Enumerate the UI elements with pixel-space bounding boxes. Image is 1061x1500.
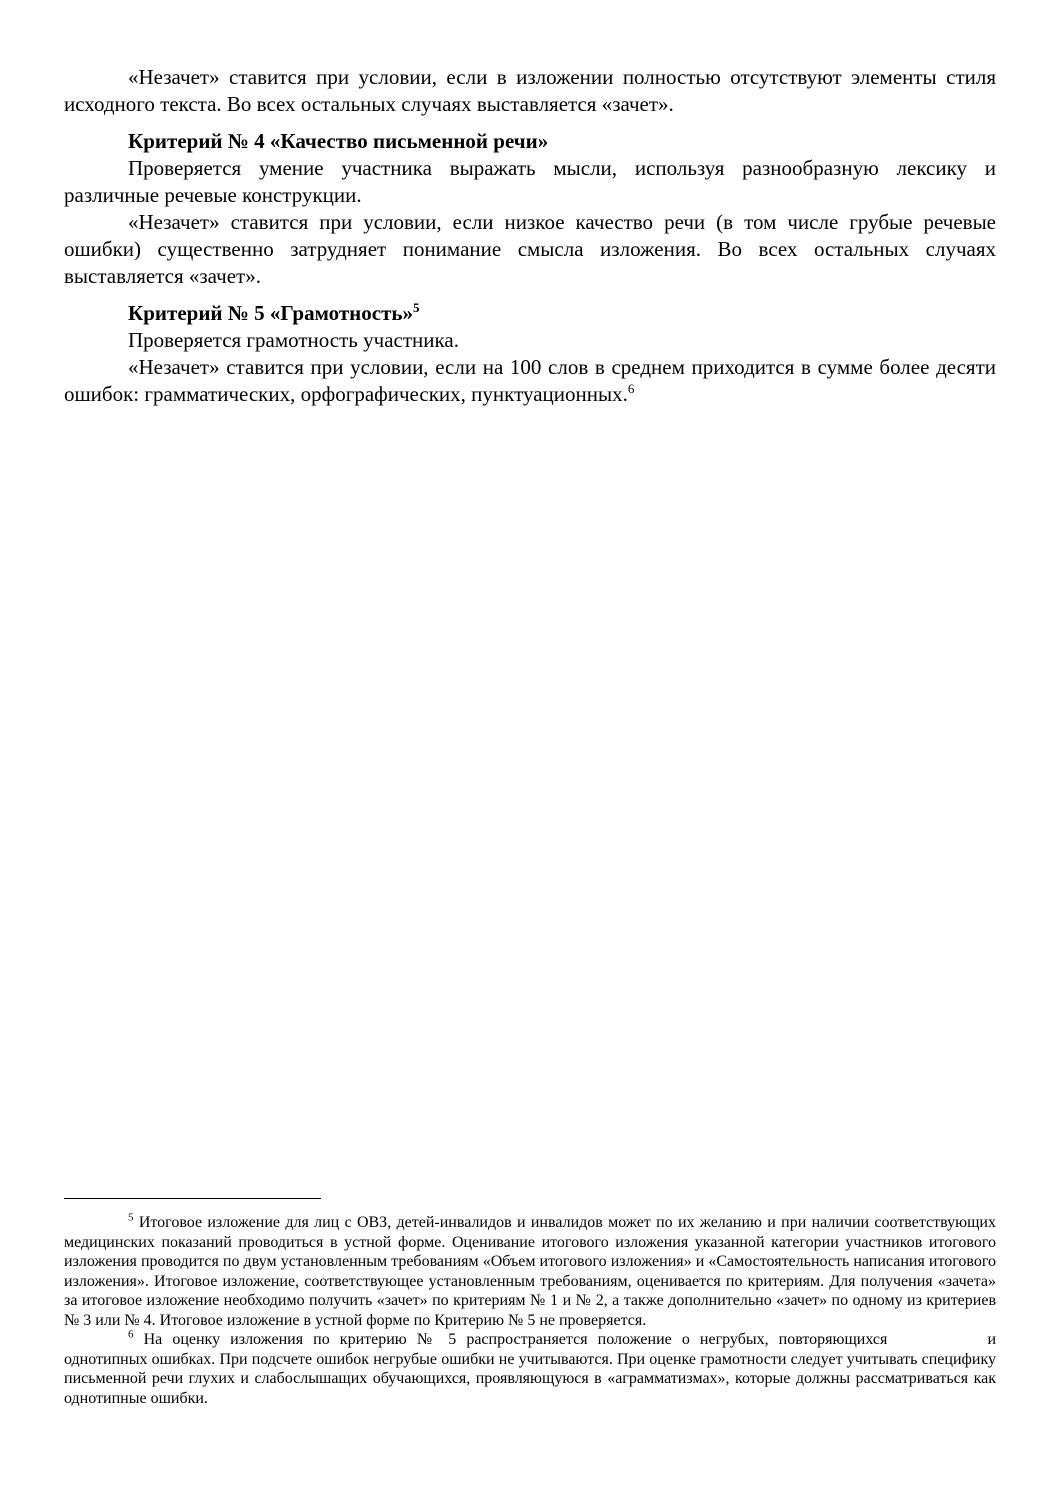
document-body — [64, 64, 996, 408]
paragraph-criterion-4-fail: «Незачет» ставится при условии, если низкое качество речи (в том числе грубые речевые ошибки) существенно затрудняет понимание смысла изложения. Во всех остальных случаях выставляется «зачет». — [64, 210, 996, 288]
heading-criterion-4: Критерий № 4 «Качество письменной речи» — [128, 129, 549, 153]
footnotes-section — [64, 1198, 996, 1408]
footnote-5 — [64, 1213, 996, 1330]
footnote-6 — [64, 1330, 996, 1408]
heading-criterion-5 — [64, 300, 996, 327]
footnote-6-mark: 6 — [128, 1328, 134, 1341]
heading-criterion-5-text: Критерий № 5 «Грамотность» — [128, 301, 413, 325]
footnote-5-mark: 5 — [128, 1211, 134, 1224]
paragraph-criterion-5-check: Проверяется грамотность участника. — [128, 328, 459, 352]
footnote-6-text-end: и однотипных ошибках. При подсчете ошибок негрубые ошибки не учитываются. При оценке грамотности следует учитывать специфику письменной речи глухих и слабослышащих обучающихся, проявляющуюся в «аграмматизмах», которые должны рассматриваться как однотипные ошибки. — [64, 1331, 997, 1407]
paragraph-criterion-5-fail — [64, 354, 996, 408]
footnote-separator — [64, 1198, 321, 1199]
footnote-ref-5[interactable]: 5 — [413, 300, 420, 315]
paragraph-criterion-5-fail-text: «Незачет» ставится при условии, если на 100 слов в среднем приходится в сумме более десяти ошибок: грамматических, орфографических, пунктуационных. — [64, 355, 996, 406]
paragraph-criterion-4-check: Проверяется умение участника выражать мысли, используя разнообразную лексику и различные речевые конструкции. — [64, 156, 996, 207]
footnote-6-text-start: На оценку изложения по критерию № 5 распространяется положение о негрубых, повторяющихся — [143, 1331, 888, 1348]
paragraph-criterion-3-fail: «Незачет» ставится при условии, если в изложении полностью отсутствуют элементы стиля исходного текста. Во всех остальных случаях выставляется «зачет». — [64, 65, 996, 116]
footnote-ref-6[interactable]: 6 — [627, 381, 635, 396]
footnote-5-text: Итоговое изложение для лиц с ОВЗ, детей-инвалидов и инвалидов может по их желанию и при наличии соответствующих медицинских показаний проводиться в устной форме. Оценивание итогового изложения указанной категории участников итогового изложения проводится по двум установленным требованиям «Объем итогового изложения» и «Самостоятельность написания итогового изложения». Итоговое изложение, соответствующее установленным требованиям, оценивается по критериям. Для получения «зачета» за итоговое изложение необходимо получить «зачет» по критериям № 1 и № 2, а также дополнительно «зачет» по одному из критериев № 3 или № 4. Итоговое изложение в устной форме по Критерию № 5 не проверяется. — [64, 1214, 996, 1329]
